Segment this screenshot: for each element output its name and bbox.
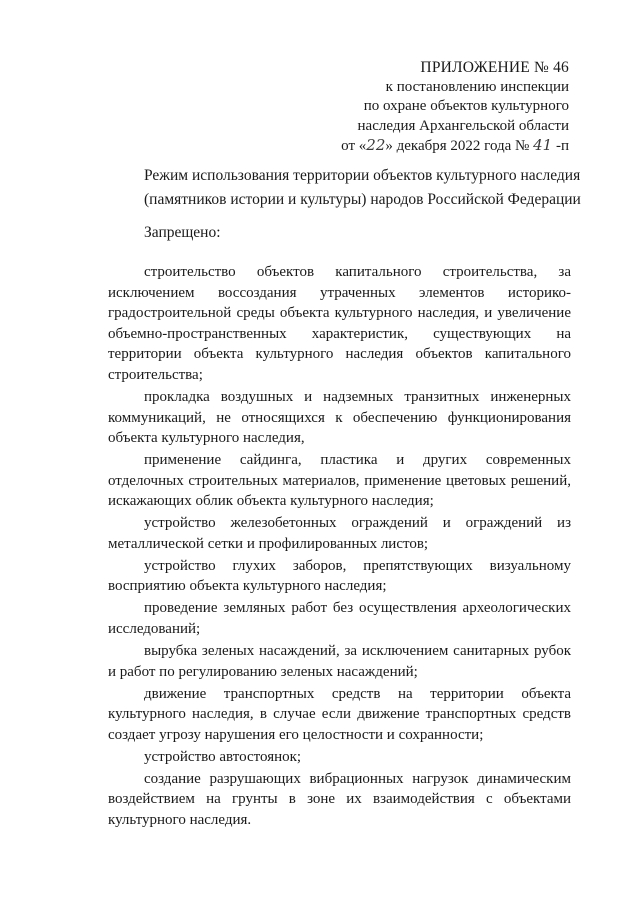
document-number-handwritten: 41	[533, 136, 553, 154]
prohibition-item: устройство железобетонных ограждений и ограждений из металлической сетки и профилированных листов;	[108, 515, 571, 552]
forbidden-label: Запрещено:	[144, 224, 221, 241]
appendix-line-2: по охране объектов культурного	[363, 98, 569, 114]
appendix-line-1: к постановлению инспекции	[385, 78, 569, 95]
appendix-title: ПРИЛОЖЕНИЕ № 46	[420, 59, 569, 76]
prohibition-item: движение транспортных средств на территории объекта культурного наследия, в случае если движение транспортных средств создает угрозу нарушения его целостности и сохранности;	[108, 685, 571, 743]
number-suffix: -п	[552, 138, 569, 154]
date-day-handwritten: 22	[366, 136, 386, 154]
prohibition-item: применение сайдинга, пластика и других современных отделочных строительных материалов, применение цветовых решений, искажающих облик объекта культурного наследия;	[108, 452, 571, 510]
prohibition-item: строительство объектов капитального строительства, за исключением воссоздания утраченных элементов историко-градостроительной среды объекта культурного наследия, и увеличение объемно-пространственных характеристик, существующих на территории объекта культурного наследия объектов капитального строительства;	[108, 264, 571, 383]
prohibition-item: устройство автостоянок;	[144, 748, 302, 765]
appendix-header	[269, 58, 569, 157]
prohibition-item: устройство глухих заборов, препятствующих визуальному восприятию объекта культурного наследия;	[108, 557, 571, 595]
date-prefix: от «	[341, 138, 367, 154]
appendix-line-3: наследия Архангельской области	[357, 117, 569, 134]
prohibitions-list	[108, 262, 571, 832]
prohibition-item: создание разрушающих вибрационных нагрузок динамическим воздействием на грунты в зоне их взаимодействия с объектами культурного наследия.	[108, 770, 571, 828]
date-middle: » декабря 2022 года №	[385, 138, 534, 154]
prohibition-item: вырубка зеленых насаждений, за исключением санитарных рубок и работ по регулированию зеленых насаждений;	[108, 643, 571, 680]
prohibition-item: проведение земляных работ без осуществления археологических исследований;	[108, 600, 571, 638]
appendix-date-line	[269, 136, 569, 157]
prohibition-item: прокладка воздушных и надземных транзитных инженерных коммуникаций, не относящихся к обеспечению функционирования объекта культурного наследия,	[108, 388, 571, 447]
document-title: Режим использования территории объектов культурного наследия (памятников истории и культуры) народов Российской Федерации	[144, 167, 581, 208]
